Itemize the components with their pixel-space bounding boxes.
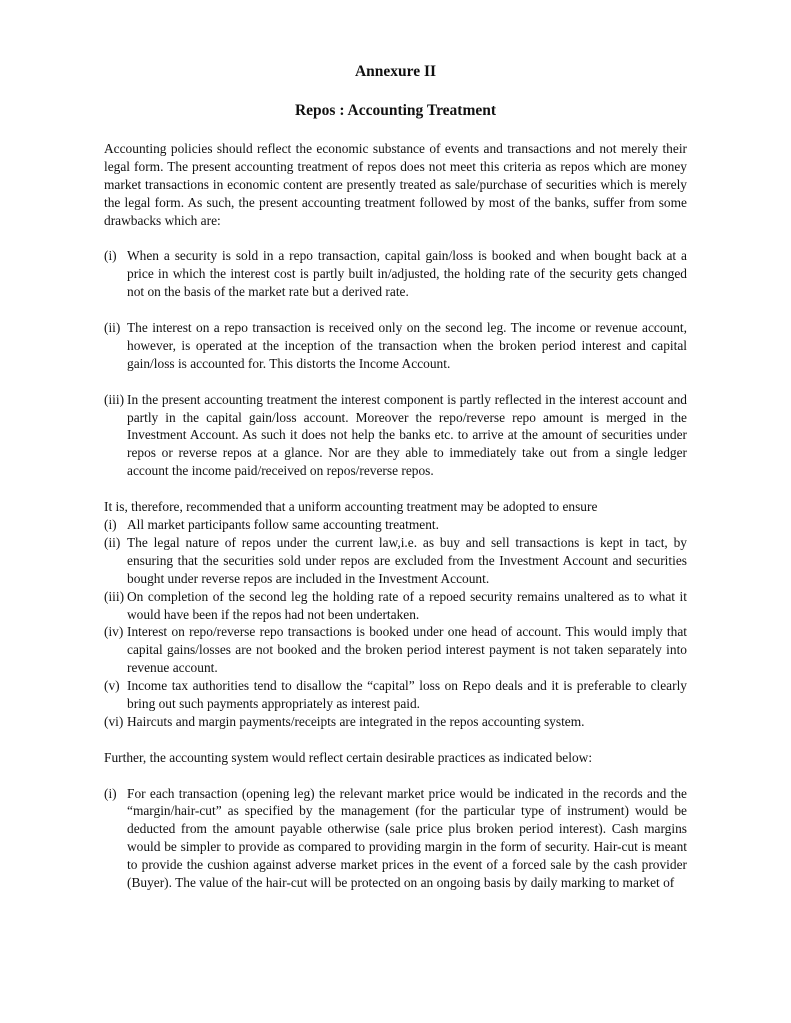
recommend-intro: It is, therefore, recommended that a uniform accounting treatment may be adopted to ensure <box>104 499 598 515</box>
list-item <box>104 623 687 677</box>
item-text: The legal nature of repos under the current law,i.e. as buy and sell transactions is kept in tact, by ensuring that the securities sold under repos are excluded from the Investment Account and securities bought under reverse repos are included in the Investment Account. <box>127 534 687 586</box>
list-item <box>104 516 687 534</box>
item-number: (iv) <box>104 624 124 640</box>
item-text: All market participants follow same accounting treatment. <box>127 516 439 532</box>
recommendations-list <box>104 516 687 731</box>
item-number: (i) <box>104 516 117 532</box>
item-text: The interest on a repo transaction is received only on the second leg. The income or revenue account, however, is operated at the inception of the transaction when the broken period interest and capital gain/loss is accounted for. This distorts the Income Account. <box>127 320 687 371</box>
item-number: (iii) <box>104 588 125 604</box>
drawbacks-list <box>104 247 687 480</box>
list-item <box>104 713 687 731</box>
annexure-title: Annexure II <box>354 63 437 80</box>
item-number: (i) <box>104 785 117 801</box>
list-item <box>104 677 687 713</box>
list-item <box>104 785 687 892</box>
list-item <box>104 247 687 301</box>
item-text: In the present accounting treatment the interest component is partly reflected in the interest account and partly in the capital gain/loss account. Moreover the repo/reverse repo amount is merged in the Investment Account. As such it does not help the banks etc. to arrive at the amount of securities under repos or reverse repos at a glance. Nor are they able to immediately take out from a single ledger account the income paid/received on repos/reverse repos. <box>127 391 687 479</box>
list-item <box>104 391 687 481</box>
item-text: On completion of the second leg the holding rate of a repoed security remains unaltered as to what it would have been if the repos had not been undertaken. <box>127 588 687 622</box>
list-item <box>104 319 687 373</box>
further-paragraph: Further, the accounting system would reflect certain desirable practices as indicated below: <box>104 749 593 765</box>
section-subtitle: Repos : Accounting Treatment <box>294 102 497 119</box>
item-number: (vi) <box>104 713 124 729</box>
list-item <box>104 534 687 588</box>
intro-paragraph: Accounting policies should reflect the economic substance of events and transactions and not merely their legal form. The present accounting treatment of repos does not meet this criteria as repos which are money market transactions in economic content are presently treated as sale/purchase of securities which is merely the legal form. As such, the present accounting treatment followed by most of the banks, suffer from some drawbacks which are: <box>104 141 687 228</box>
item-number: (iii) <box>104 391 125 407</box>
item-text: Haircuts and margin payments/receipts are integrated in the repos accounting system. <box>127 713 585 729</box>
document-page <box>104 62 687 892</box>
item-number: (ii) <box>104 534 121 550</box>
item-number: (v) <box>104 678 120 694</box>
item-number: (ii) <box>104 320 121 336</box>
item-text: For each transaction (opening leg) the relevant market price would be indicated in the records and the “margin/hair-cut” as specified by the management (for the particular type of instrument) would be deducted from the amount payable otherwise (sale price plus broken period interest). Cash margins would be simpler to provide as compared to providing margin in the form of security. Hair-cut is meant to provide the cushion against adverse market prices in the event of a forced sale by the cash provider (Buyer). The value of the hair-cut will be protected on an ongoing basis by daily marking to market of <box>127 785 687 891</box>
practices-list <box>104 785 687 892</box>
item-number: (i) <box>104 248 117 264</box>
item-text: Interest on repo/reverse repo transactions is booked under one head of account. This would imply that capital gains/losses are not booked and the broken period interest payment is not taken separately into revenue account. <box>127 624 687 676</box>
item-text: Income tax authorities tend to disallow the “capital” loss on Repo deals and it is preferable to clearly bring out such payments appropriately as interest paid. <box>127 678 687 712</box>
item-text: When a security is sold in a repo transaction, capital gain/loss is booked and when bought back at a price in which the interest cost is partly built in/adjusted, the holding rate of the security gets changed not on the basis of the market rate but a derived rate. <box>127 248 687 300</box>
list-item <box>104 588 687 624</box>
